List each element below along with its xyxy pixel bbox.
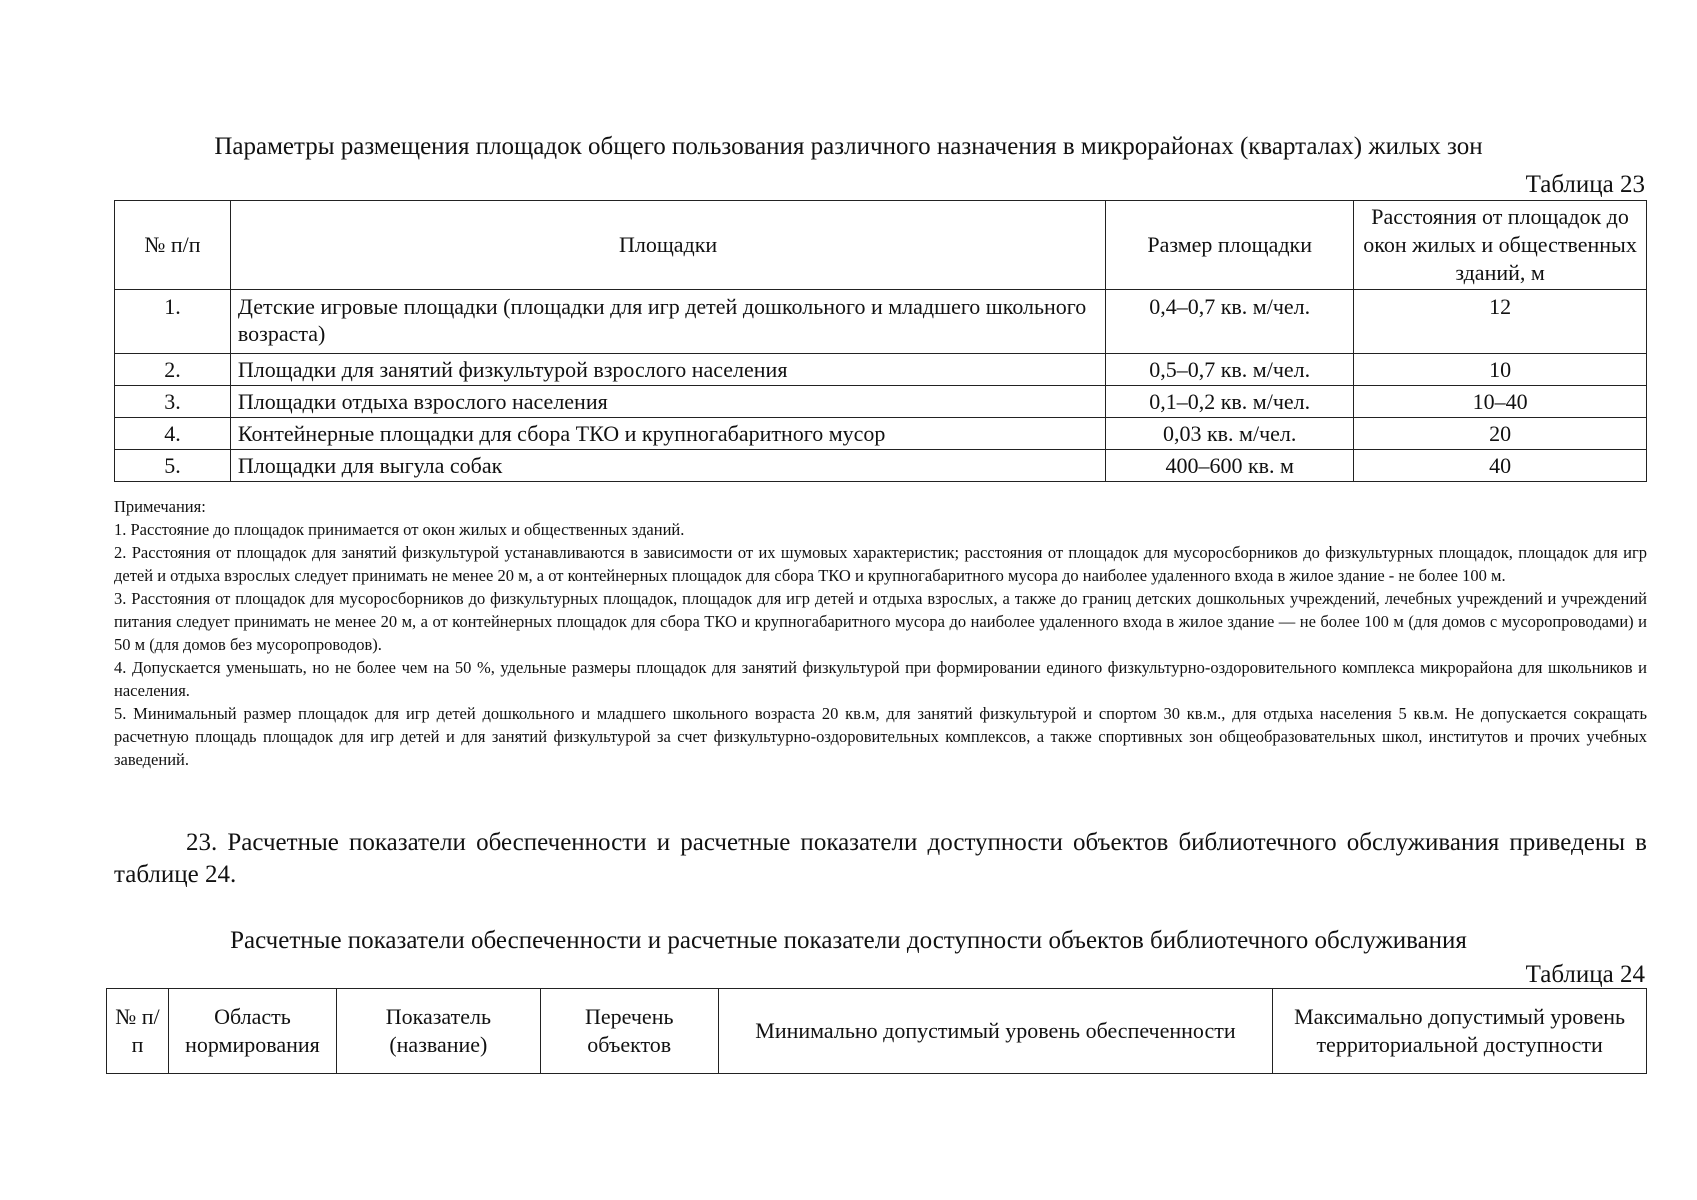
row-size: 0,4–0,7 кв. м/чел.: [1106, 290, 1354, 354]
note-item: 2. Расстояния от площадок для занятий физкультурой устанавливаются в зависимости от их шумовых характеристик; расстояния от площадок для мусоросборников до физкультурных площадок, площадок для игр детей и отдыха взрослых следует принимать не менее 20 м, а от контейнерных площадок для сбора ТКО и крупногабаритного мусора до наиболее удаленного входа в жилое здание - не более 100 м.: [114, 543, 1647, 585]
table-24-title: Расчетные показатели обеспеченности и расчетные показатели доступности объектов библиотечного обслуживания: [230, 927, 1467, 954]
row-name: Площадки для выгула собак: [230, 450, 1105, 482]
row-name: Площадки для занятий физкультурой взрослого населения: [230, 354, 1105, 386]
note-item: 3. Расстояния от площадок для мусоросборников до физкультурных площадок, площадок для игр детей и отдыха взрослых, а также до границ детских дошкольных учреждений, лечебных учреждений и учреждений питания следует принимать не менее 20 м, а от контейнерных площадок для сбора ТКО и крупногабаритного мусора до наиболее удаленного входа в жилое здание — не более 100 м (для домов с мусоропроводами) и 50 м (для домов без мусоропроводов).: [114, 589, 1647, 654]
header-cell: № п/п: [107, 989, 169, 1074]
notes-heading: Примечания:: [114, 497, 206, 516]
row-number: 2.: [115, 354, 231, 386]
table-24-number: Таблица 24: [1525, 961, 1645, 988]
row-number: 3.: [115, 386, 231, 418]
row-distance: 40: [1354, 450, 1647, 482]
row-name: Детские игровые площадки (площадки для игр детей дошкольного и младшего школьного возраста): [230, 290, 1105, 354]
table-23: [114, 200, 1647, 482]
header-cell: Область нормирования: [168, 989, 336, 1074]
row-number: 1.: [115, 290, 231, 354]
table-row: [115, 386, 1647, 418]
header-cell: Расстояния от площадок до окон жилых и общественных зданий, м: [1354, 201, 1647, 290]
header-cell: Максимально допустимый уровень территориальной доступности: [1273, 989, 1647, 1074]
row-distance: 10: [1354, 354, 1647, 386]
table-row: [115, 354, 1647, 386]
row-size: 0,03 кв. м/чел.: [1106, 418, 1354, 450]
table-24: [106, 988, 1647, 1074]
row-distance: 10–40: [1354, 386, 1647, 418]
notes-block: [114, 495, 1647, 771]
row-distance: 12: [1354, 290, 1647, 354]
table-row: [115, 290, 1647, 354]
row-size: 0,1–0,2 кв. м/чел.: [1106, 386, 1354, 418]
table-23-title: Параметры размещения площадок общего пользования различного назначения в микрорайонах (кварталах) жилых зон: [214, 133, 1483, 160]
table-row: [115, 450, 1647, 482]
header-cell: Показатель (название): [336, 989, 540, 1074]
row-number: 4.: [115, 418, 231, 450]
header-cell: Перечень объектов: [540, 989, 718, 1074]
paragraph-23: 23. Расчетные показатели обеспеченности и расчетные показатели доступности объектов библиотечного обслуживания приведены в таблице 24.: [114, 829, 1647, 888]
note-item: 4. Допускается уменьшать, но не более чем на 50 %, удельные размеры площадок для занятий физкультурой при формировании единого физкультурно-оздоровительного комплекса микрорайона для школьников и населения.: [114, 658, 1647, 700]
table-23-number: Таблица 23: [1525, 171, 1645, 198]
note-item: 1. Расстояние до площадок принимается от окон жилых и общественных зданий.: [114, 520, 685, 539]
row-name: Площадки отдыха взрослого населения: [230, 386, 1105, 418]
table-row: [115, 418, 1647, 450]
row-size: 400–600 кв. м: [1106, 450, 1354, 482]
header-cell: Площадки: [230, 201, 1105, 290]
header-cell: Минимально допустимый уровень обеспеченности: [718, 989, 1273, 1074]
row-number: 5.: [115, 450, 231, 482]
header-cell: Размер площадки: [1106, 201, 1354, 290]
table-header-row: [107, 989, 1647, 1074]
table-header-row: [115, 201, 1647, 290]
row-distance: 20: [1354, 418, 1647, 450]
note-item: 5. Минимальный размер площадок для игр детей дошкольного и младшего школьного возраста 20 кв.м, для занятий физкультурой и спортом 30 кв.м., для отдыха населения 5 кв.м. Не допускается сокращать расчетную площадь площадок для игр детей и для занятий физкультурой за счет физкультурно-оздоровительных комплексов, а также спортивных зон общеобразовательных школ, институтов и прочих учебных заведений.: [114, 704, 1647, 769]
row-size: 0,5–0,7 кв. м/чел.: [1106, 354, 1354, 386]
header-cell: № п/п: [115, 201, 231, 290]
row-name: Контейнерные площадки для сбора ТКО и крупногабаритного мусор: [230, 418, 1105, 450]
